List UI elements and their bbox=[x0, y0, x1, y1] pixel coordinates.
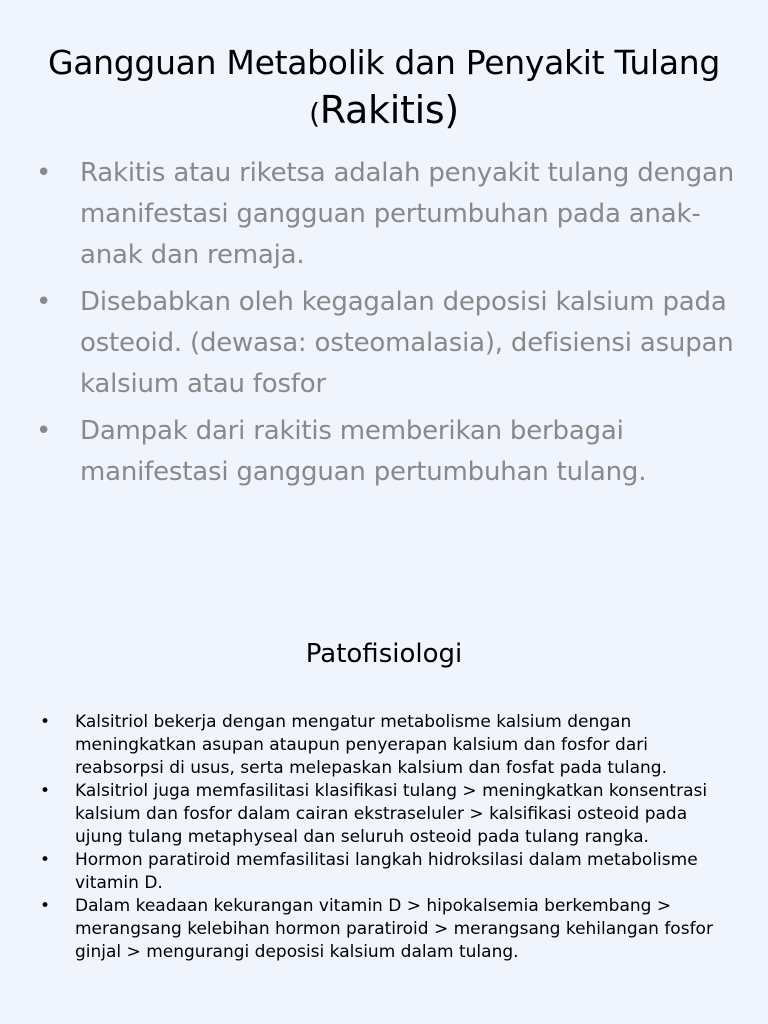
list-item bbox=[40, 849, 740, 895]
slide-title-line2: Rakitis) bbox=[319, 88, 459, 132]
list-item-text: Rakitis atau riketsa adalah penyakit tulang dengan manifestasi gangguan pertumbuhan pada anak-anak dan remaja. bbox=[80, 158, 734, 270]
list-item bbox=[40, 711, 740, 780]
bullet-icon: • bbox=[40, 712, 51, 732]
list-item-text: Hormon paratiroid memfasilitasi langkah hidroksilasi dalam metabolisme vitamin D. bbox=[75, 850, 698, 893]
list-item bbox=[40, 895, 740, 964]
bullet-icon: • bbox=[36, 416, 52, 446]
list-item-text: Kalsitriol bekerja dengan mengatur metabolisme kalsium dengan meningkatkan asupan ataupun penyerapan kalsium dan fosfor dari reabsorpsi di usus, serta melepaskan kalsium dan fosfat pada tulang. bbox=[75, 712, 667, 778]
bullet-list bbox=[40, 711, 740, 964]
slide-title-line1: Gangguan Metabolik dan Penyakit Tulang bbox=[47, 43, 721, 82]
bullet-icon: • bbox=[40, 896, 51, 916]
list-item-text: Dalam keadaan kekurangan vitamin D > hipokalsemia berkembang > merangsang kelebihan hormon paratiroid > merangsang kehilangan fosfor ginjal > mengurangi deposisi kalsium dalam tulang. bbox=[75, 896, 713, 962]
slide-title-line2-wrap bbox=[0, 86, 768, 138]
list-item bbox=[36, 282, 736, 405]
slide-title bbox=[0, 40, 768, 138]
slide-patofisiologi bbox=[0, 600, 768, 1024]
list-item-text: Kalsitriol juga memfasilitasi klasifikasi tulang > meningkatkan konsentrasi kalsium dan fosfor dalam cairan ekstraseluler > kalsifikasi osteoid pada ujung tulang metaphyseal dan seluruh osteoid pada tulang rangka. bbox=[75, 781, 708, 847]
list-item-text: Disebabkan oleh kegagalan deposisi kalsium pada osteoid. (dewasa: osteomalasia), defisiensi asupan kalsium atau fosfor bbox=[80, 287, 734, 399]
list-item bbox=[36, 153, 736, 276]
bullet-icon: • bbox=[36, 158, 52, 188]
list-item bbox=[36, 411, 736, 493]
bullet-list bbox=[36, 153, 736, 499]
bullet-icon: • bbox=[40, 850, 51, 870]
bullet-icon: • bbox=[40, 781, 51, 801]
bullet-icon: • bbox=[36, 287, 52, 317]
slide-title: Patofisiologi bbox=[305, 639, 463, 669]
list-item bbox=[40, 780, 740, 849]
list-item-text: Dampak dari rakitis memberikan berbagai manifestasi gangguan pertumbuhan tulang. bbox=[80, 416, 647, 487]
slide-title-paren: ( bbox=[309, 97, 320, 130]
